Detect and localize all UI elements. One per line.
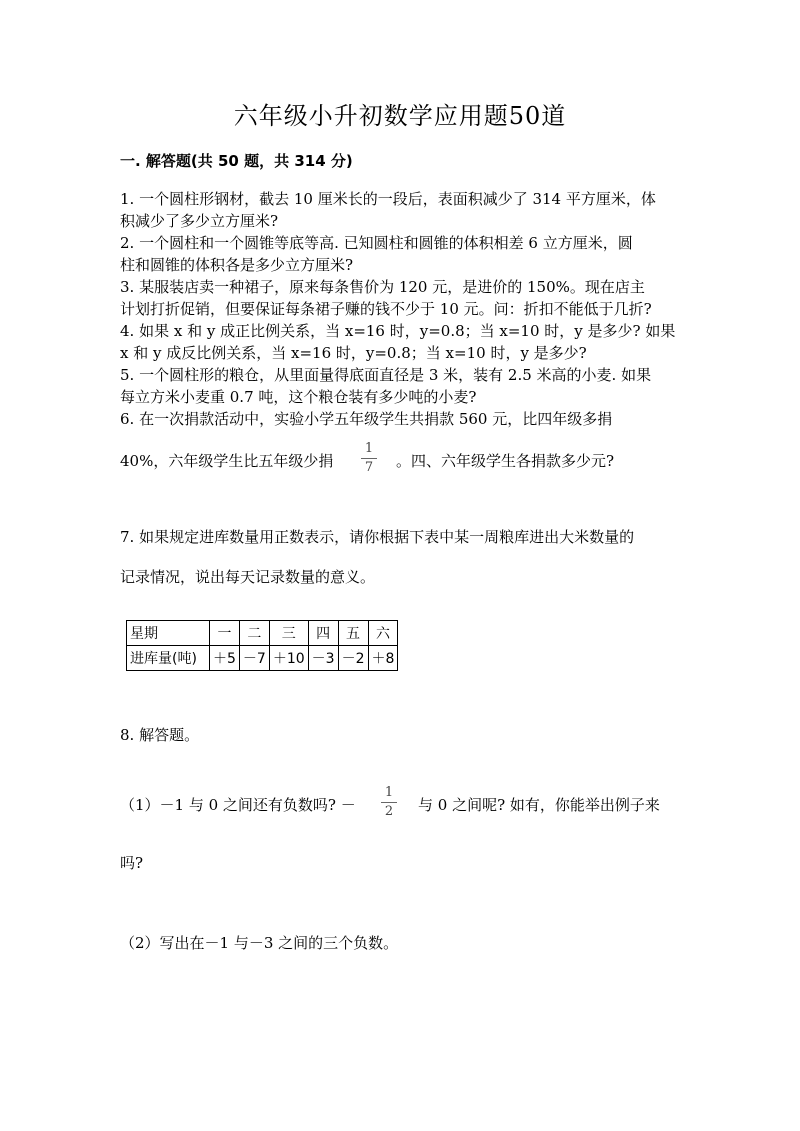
- question-2-line-2: 柱和圆锥的体积各是多少立方厘米?: [120, 256, 354, 274]
- question-7-line-2: 记录情况，说出每天记录数量的意义。: [120, 568, 376, 586]
- question-7-line-1: 7. 如果规定进库数量用正数表示，请你根据下表中某一周粮库进出大米数量的: [120, 528, 635, 546]
- fraction-one-half: [381, 786, 397, 819]
- fraction-one-seventh: [361, 442, 377, 475]
- page-title: 六年级小升初数学应用题50道: [233, 102, 567, 130]
- question-2-line-1: 2. 一个圆柱和一个圆锥等底等高. 已知圆柱和圆锥的体积相差 6 立方厘米，圆: [120, 234, 633, 252]
- table-cell: 五: [338, 621, 368, 646]
- fraction-bar: [361, 458, 377, 459]
- question-8-2: （2）写出在－1 与－3 之间的三个负数。: [120, 934, 399, 952]
- fraction-denominator: 2: [384, 804, 394, 819]
- table-cell: －7: [239, 646, 269, 671]
- table-cell: ＋8: [368, 646, 398, 671]
- question-6-line-2b: 。四、六年级学生各捐款多少元?: [396, 452, 615, 470]
- table-cell: 星期: [127, 621, 210, 646]
- fraction-numerator: 1: [364, 441, 374, 456]
- question-8-1-part-c: 吗?: [120, 854, 144, 872]
- question-5-line-1: 5. 一个圆柱形的粮仓，从里面量得底面直径是 3 米，装有 2.5 米高的小麦. 如果: [120, 366, 652, 384]
- question-4-line-1: 4. 如果 x 和 y 成正比例关系，当 x=16 时，y=0.8；当 x=10 时，y 是多少? 如果: [120, 322, 676, 340]
- question-8-1-part-b: 与 0 之间呢? 如有，你能举出例子来: [418, 796, 660, 814]
- question-6-line-1: 6. 在一次捐款活动中，实验小学五年级学生共捐款 560 元，比四年级多捐: [120, 410, 613, 428]
- table-cell: 进库量(吨): [127, 646, 210, 671]
- question-1-line-2: 积减少了多少立方厘米?: [120, 212, 279, 230]
- table-cell: 四: [308, 621, 338, 646]
- table-cell: 二: [239, 621, 269, 646]
- table-cell: ＋5: [210, 646, 240, 671]
- question-3-line-2: 计划打折促销，但要保证每条裙子赚的钱不少于 10 元。问：折扣不能低于几折?: [120, 300, 652, 318]
- table-cell: 一: [210, 621, 240, 646]
- question-1-line-1: 1. 一个圆柱形钢材，截去 10 厘米长的一段后，表面积减少了 314 平方厘米，体: [120, 190, 656, 208]
- table-cell: 三: [269, 621, 308, 646]
- question-5-line-2: 每立方米小麦重 0.7 吨，这个粮仓装有多少吨的小麦?: [120, 388, 477, 406]
- fraction-denominator: 7: [364, 460, 374, 475]
- table-cell: －2: [338, 646, 368, 671]
- question-8-heading: 8. 解答题。: [120, 726, 200, 744]
- grain-record-table: [126, 620, 398, 671]
- question-8-1-part-a: （1）－1 与 0 之间还有负数吗? －: [120, 796, 356, 814]
- table-cell: 六: [368, 621, 398, 646]
- fraction-numerator: 1: [384, 785, 394, 800]
- section-heading: 一. 解答题(共 50 题，共 314 分): [120, 152, 353, 170]
- question-3-line-1: 3. 某服装店卖一种裙子，原来每条售价为 120 元，是进价的 150%。现在店主: [120, 278, 645, 296]
- table-cell: ＋10: [269, 646, 308, 671]
- table-row: [127, 621, 398, 646]
- question-6-line-2a: 40%，六年级学生比五年级少捐: [120, 452, 334, 470]
- table-row: [127, 646, 398, 671]
- question-4-line-2: x 和 y 成反比例关系，当 x=16 时，y=0.8；当 x=10 时，y 是多少?: [120, 344, 587, 362]
- table-cell: －3: [308, 646, 338, 671]
- fraction-bar: [381, 802, 397, 803]
